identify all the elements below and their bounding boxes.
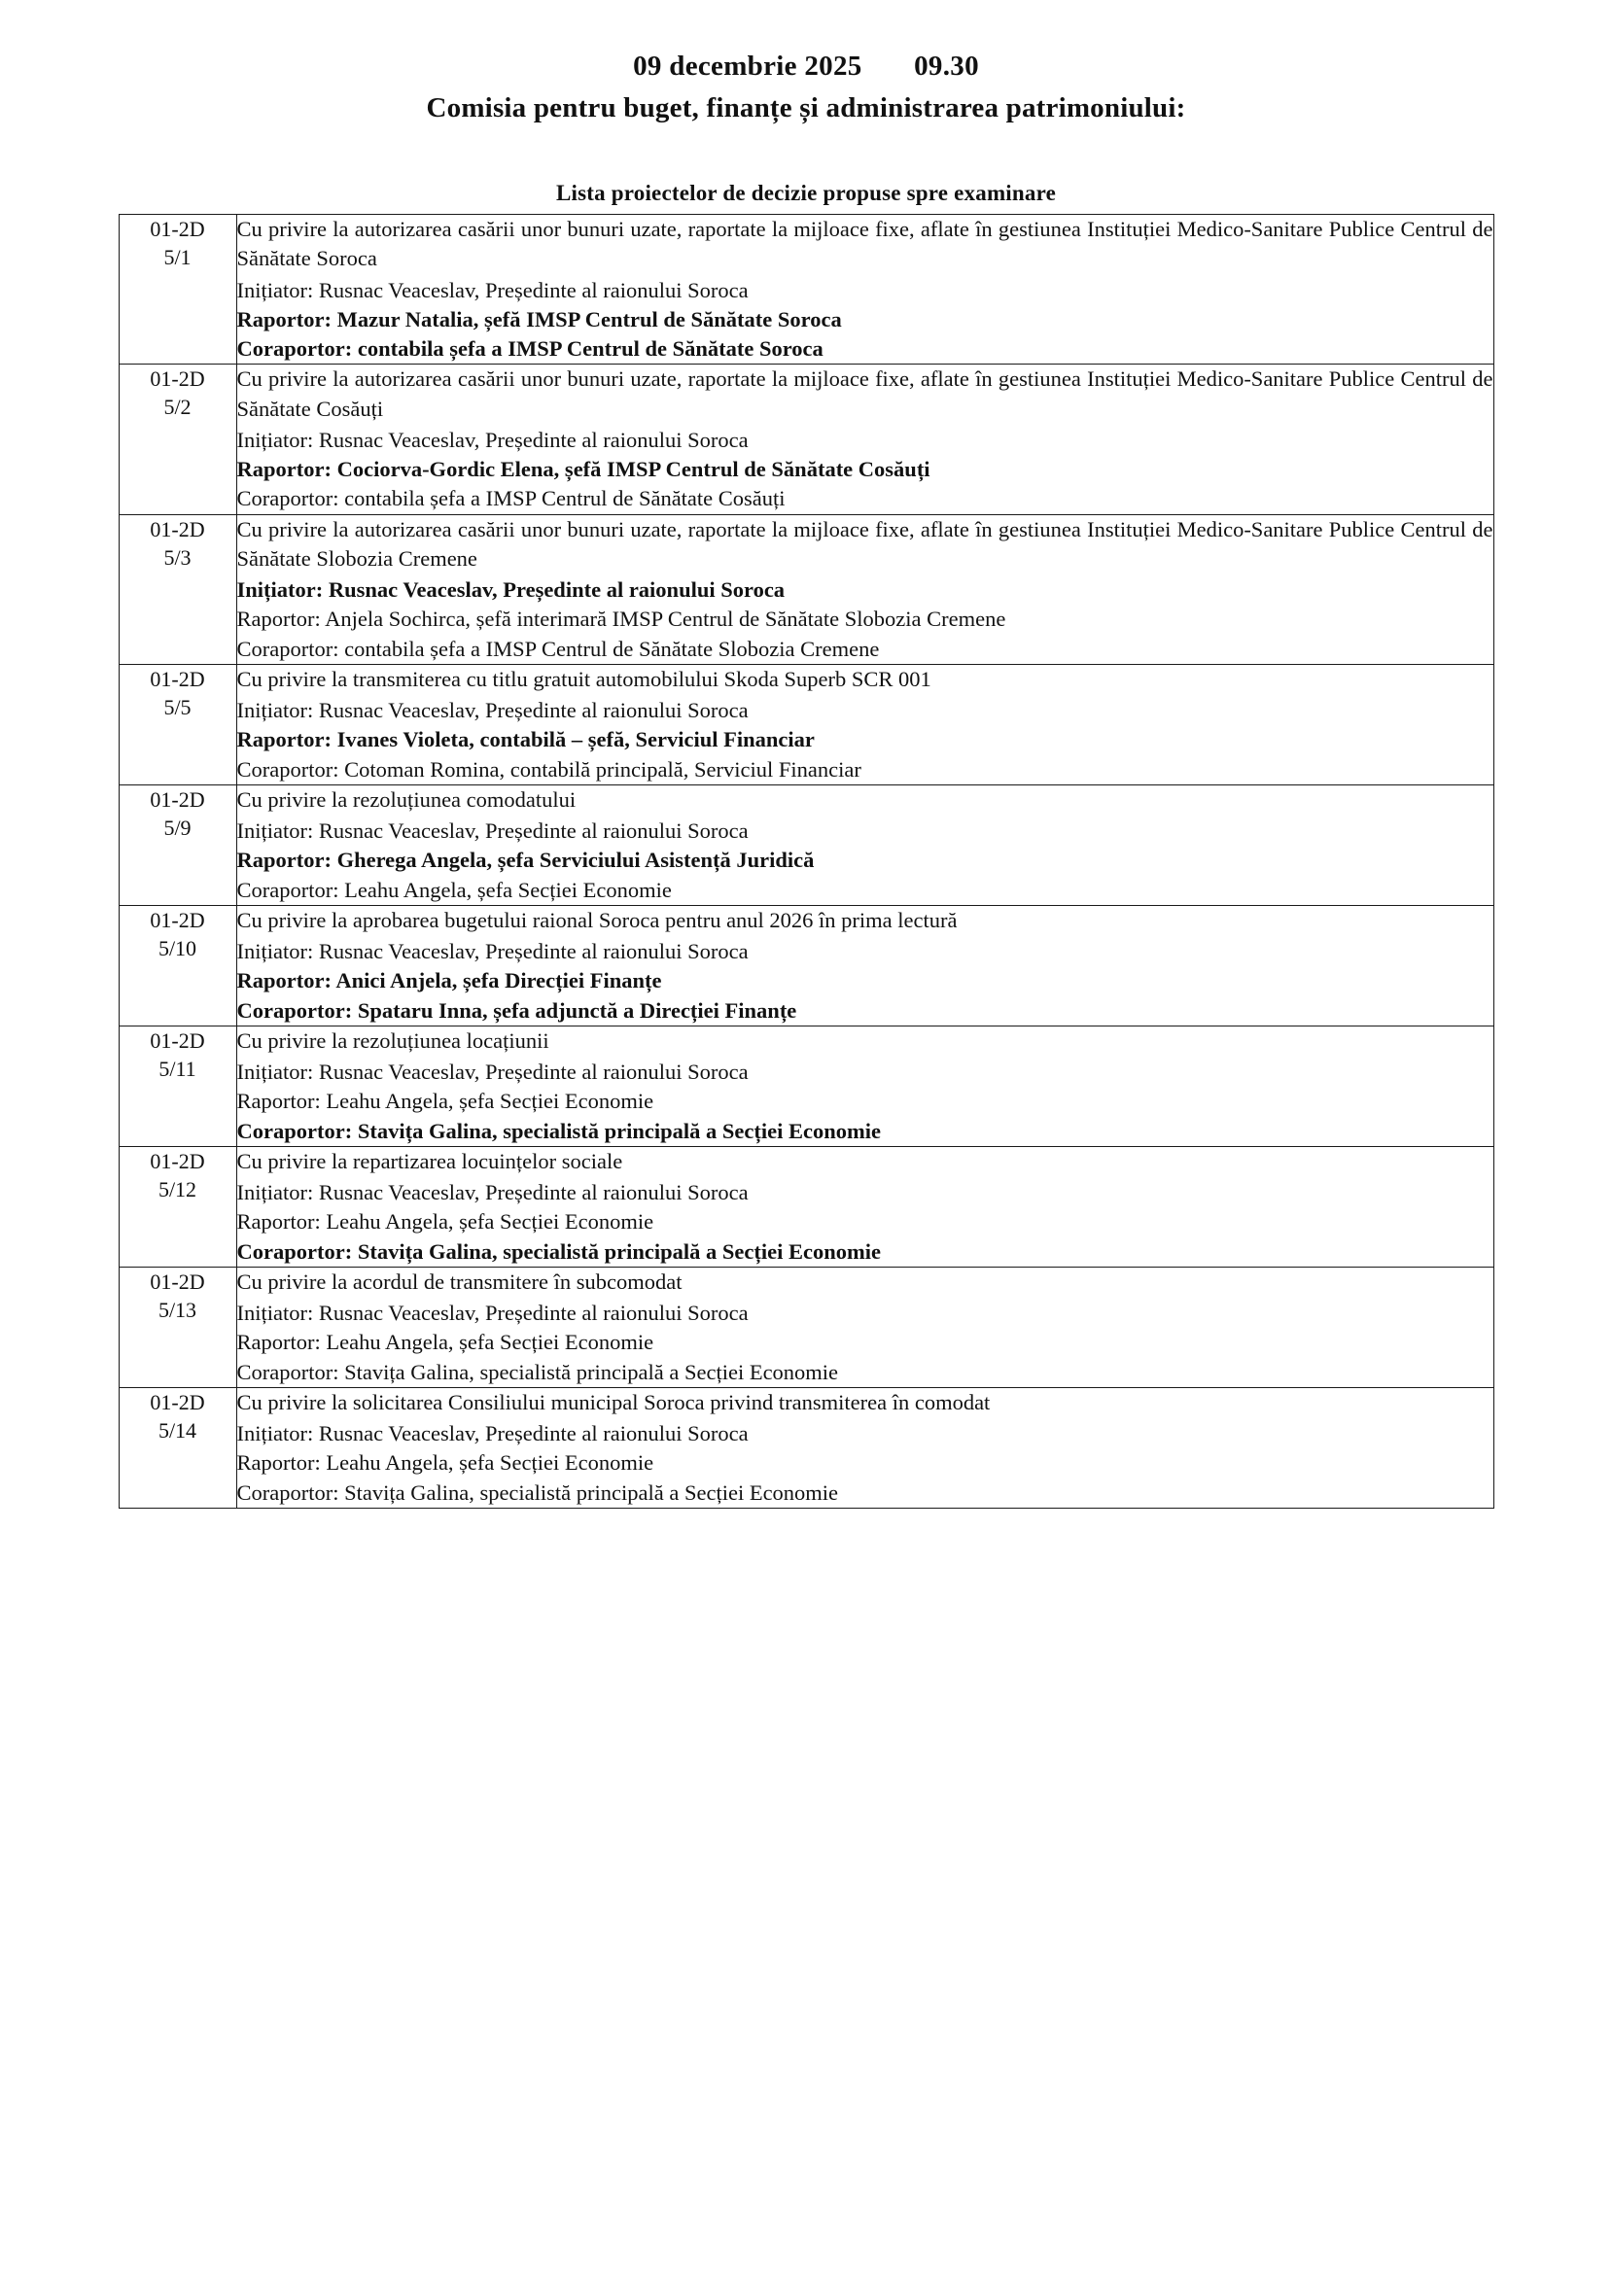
row-code-cell: [119, 1387, 236, 1508]
list-title: Lista proiectelor de decizie propuse spre examinare: [555, 181, 1056, 205]
row-coraportor: Coraportor: Leahu Angela, șefa Secției Economie: [236, 877, 672, 902]
agenda-table-body: [119, 215, 1493, 1509]
row-code-number: 5/13: [158, 1297, 197, 1322]
row-subject: Cu privire la autorizarea casării unor bunuri uzate, raportate la mijloace fixe, aflate în gestiunea Instituției Medico-Sanitare Publice Centrul de Sănătate Soroca: [236, 217, 1493, 271]
meeting-datetime: [117, 51, 1495, 83]
row-raportor: Raportor: Leahu Angela, șefa Secției Economie: [236, 1089, 654, 1114]
meeting-date: 09 decembrie 2025: [633, 51, 862, 82]
row-code-number: 5/1: [163, 245, 192, 270]
row-code-prefix: 01-2D: [150, 1269, 205, 1294]
row-subject: Cu privire la repartizarea locuințelor sociale: [236, 1148, 623, 1173]
row-subject: Cu privire la rezoluțiunea comodatului: [236, 786, 577, 812]
row-coraportor: Coraportor: Cotoman Romina, contabilă principală, Serviciul Financiar: [236, 756, 861, 782]
row-code-cell: [119, 905, 236, 1026]
row-code-cell: [119, 664, 236, 784]
row-subject: Cu privire la rezoluțiunea locațiunii: [236, 1027, 549, 1053]
row-code-cell: [119, 1146, 236, 1267]
table-row: [119, 1387, 1493, 1508]
row-initiator: Inițiator: Rusnac Veaceslav, Președinte al raionului Soroca: [236, 1180, 749, 1204]
agenda-table: [119, 214, 1494, 1509]
row-code-prefix: 01-2D: [150, 366, 205, 392]
row-content-cell: [236, 215, 1493, 365]
row-code-number: 5/5: [163, 694, 192, 719]
row-raportor: Raportor: Anici Anjela, șefa Direcției Finanțe: [236, 968, 662, 993]
table-row: [119, 514, 1493, 664]
table-row: [119, 1267, 1493, 1387]
row-code-cell: [119, 514, 236, 664]
row-code-cell: [119, 365, 236, 514]
row-raportor: Raportor: Leahu Angela, șefa Secției Economie: [236, 1450, 654, 1476]
row-code-prefix: 01-2D: [150, 217, 205, 241]
row-raportor: Raportor: Leahu Angela, șefa Secției Economie: [236, 1330, 654, 1355]
table-row: [119, 365, 1493, 514]
row-code-prefix: 01-2D: [150, 907, 205, 932]
row-content-cell: [236, 1387, 1493, 1508]
row-code-number: 5/14: [158, 1417, 197, 1443]
row-code-number: 5/3: [163, 544, 192, 570]
row-subject: Cu privire la solicitarea Consiliului municipal Soroca privind transmiterea în comodat: [236, 1389, 991, 1414]
row-code-cell: [119, 215, 236, 365]
row-content-cell: [236, 1267, 1493, 1387]
row-raportor: Raportor: Leahu Angela, șefa Secției Economie: [236, 1209, 654, 1235]
row-subject: Cu privire la aprobarea bugetului raional Soroca pentru anul 2026 în prima lectură: [236, 907, 958, 932]
table-row: [119, 664, 1493, 784]
row-raportor: Raportor: Anjela Sochirca, șefă interimară IMSP Centrul de Sănătate Slobozia Cremene: [236, 607, 1006, 632]
row-raportor: Raportor: Ivanes Violeta, contabilă – șefă, Serviciul Financiar: [236, 727, 815, 752]
row-initiator: Inițiator: Rusnac Veaceslav, Președinte al raionului Soroca: [236, 818, 749, 843]
row-initiator: Inițiator: Rusnac Veaceslav, Președinte al raionului Soroca: [236, 1421, 749, 1445]
row-coraportor: Coraportor: Spataru Inna, șefa adjunctă a Direcției Finanțe: [236, 997, 797, 1023]
row-code-number: 5/9: [163, 815, 192, 840]
row-code-number: 5/10: [158, 935, 197, 960]
row-raportor: Raportor: Cociorva-Gordic Elena, șefă IMSP Centrul de Sănătate Cosăuți: [236, 457, 930, 481]
row-content-cell: [236, 1026, 1493, 1146]
meeting-time: 09.30: [914, 51, 979, 82]
row-coraportor: Coraportor: contabila șefa a IMSP Centrul de Sănătate Cosăuți: [236, 486, 786, 511]
row-coraportor: Coraportor: Stavița Galina, specialistă principală a Secției Economie: [236, 1359, 839, 1384]
document-header: [117, 51, 1495, 124]
row-code-prefix: 01-2D: [150, 1148, 205, 1173]
row-initiator: Inițiator: Rusnac Veaceslav, Președinte al raionului Soroca: [236, 698, 749, 722]
row-code-number: 5/11: [158, 1056, 196, 1081]
row-code-cell: [119, 1267, 236, 1387]
row-subject: Cu privire la transmiterea cu titlu gratuit automobilului Skoda Superb SCR 001: [236, 666, 931, 691]
row-subject: Cu privire la autorizarea casării unor bunuri uzate, raportate la mijloace fixe, aflate în gestiunea Instituției Medico-Sanitare Publice Centrul de Sănătate Slobozia Cremene: [236, 516, 1493, 571]
row-code-prefix: 01-2D: [150, 666, 205, 691]
row-initiator: Inițiator: Rusnac Veaceslav, Președinte al raionului Soroca: [236, 939, 749, 963]
row-content-cell: [236, 514, 1493, 664]
commission-title: Comisia pentru buget, finanțe și administrarea patrimoniului:: [426, 92, 1186, 123]
row-initiator: Inițiator: Rusnac Veaceslav, Președinte al raionului Soroca: [236, 577, 786, 602]
row-content-cell: [236, 365, 1493, 514]
row-content-cell: [236, 1146, 1493, 1267]
row-code-prefix: 01-2D: [150, 516, 205, 541]
table-row: [119, 215, 1493, 365]
table-row: [119, 784, 1493, 905]
row-code-cell: [119, 1026, 236, 1146]
table-row: [119, 1146, 1493, 1267]
row-code-prefix: 01-2D: [150, 1389, 205, 1414]
row-subject: Cu privire la acordul de transmitere în subcomodat: [236, 1269, 683, 1294]
table-row: [119, 905, 1493, 1026]
row-coraportor: Coraportor: Stavița Galina, specialistă principală a Secției Economie: [236, 1238, 881, 1264]
row-content-cell: [236, 905, 1493, 1026]
row-raportor: Raportor: Gherega Angela, șefa Serviciului Asistență Juridică: [236, 848, 815, 873]
row-code-number: 5/2: [163, 395, 192, 420]
row-raportor: Raportor: Mazur Natalia, șefă IMSP Centrul de Sănătate Soroca: [236, 306, 842, 331]
row-code-prefix: 01-2D: [150, 786, 205, 812]
row-coraportor: Coraportor: Stavița Galina, specialistă principală a Secției Economie: [236, 1118, 881, 1143]
row-initiator: Inițiator: Rusnac Veaceslav, Președinte al raionului Soroca: [236, 1060, 749, 1084]
row-content-cell: [236, 784, 1493, 905]
row-coraportor: Coraportor: Stavița Galina, specialistă principală a Secției Economie: [236, 1479, 839, 1505]
row-initiator: Inițiator: Rusnac Veaceslav, Președinte al raionului Soroca: [236, 277, 749, 302]
row-content-cell: [236, 664, 1493, 784]
row-code-prefix: 01-2D: [150, 1027, 205, 1053]
row-initiator: Inițiator: Rusnac Veaceslav, Președinte al raionului Soroca: [236, 427, 749, 452]
row-code-cell: [119, 784, 236, 905]
table-row: [119, 1026, 1493, 1146]
row-code-number: 5/12: [158, 1176, 197, 1201]
row-coraportor: Coraportor: contabila șefa a IMSP Centrul de Sănătate Slobozia Cremene: [236, 636, 880, 661]
row-subject: Cu privire la autorizarea casării unor bunuri uzate, raportate la mijloace fixe, aflate în gestiunea Instituției Medico-Sanitare Publice Centrul de Sănătate Cosăuți: [236, 366, 1493, 421]
row-initiator: Inițiator: Rusnac Veaceslav, Președinte al raionului Soroca: [236, 1301, 749, 1325]
row-coraportor: Coraportor: contabila șefa a IMSP Centrul de Sănătate Soroca: [236, 336, 824, 361]
